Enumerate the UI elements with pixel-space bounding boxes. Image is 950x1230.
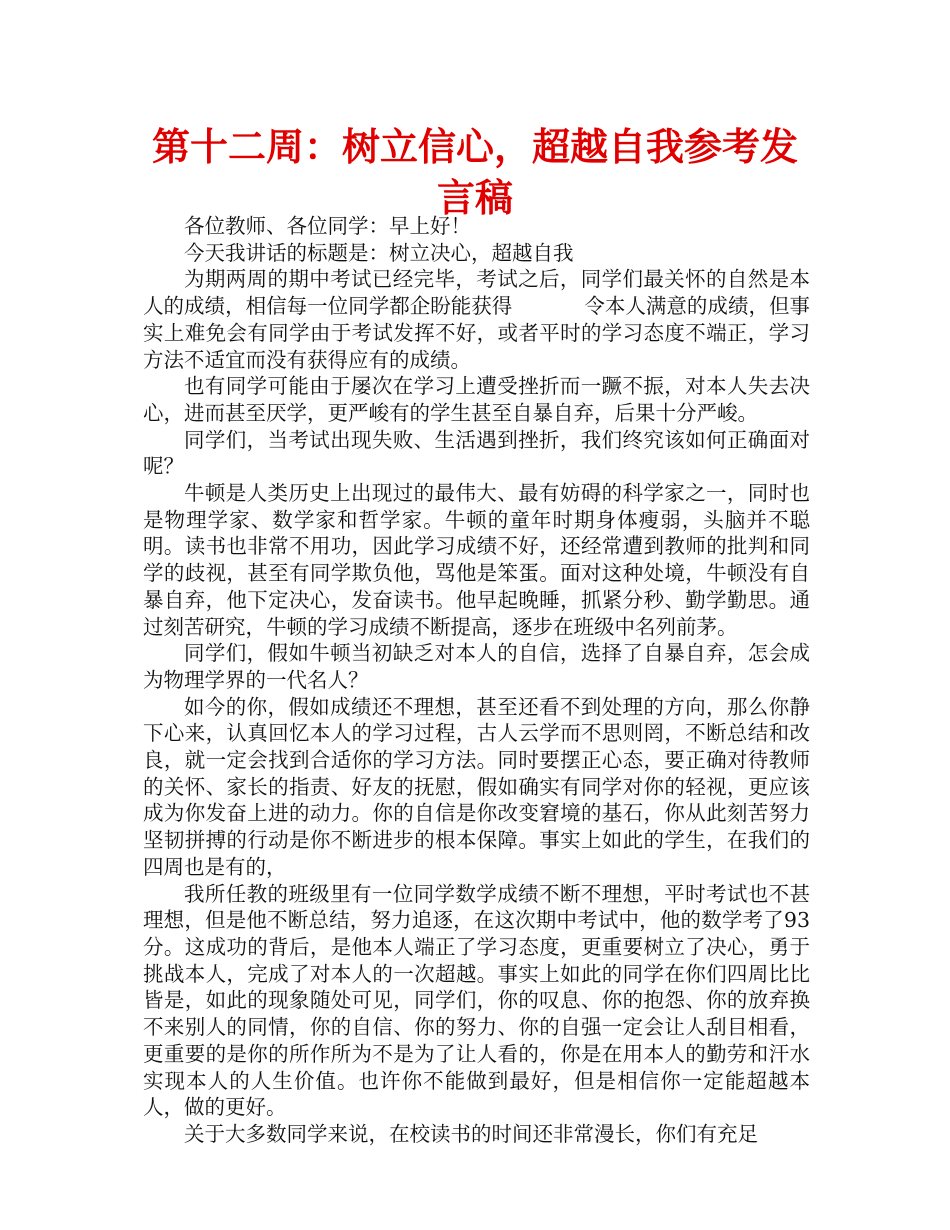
student-example-paragraph: 我所任教的班级里有一位同学数学成绩不断不理想，平时考试也不甚理想，但是他不断总结，努力追逐，在这次期中考试中，他的数学考了93分。这成功的背后，是他本人端正了学习态度，更重要树立了决心，勇于挑战本人，完成了对本人的一次超越。事实上如此的同学在你们四周比比皆是，如此的现象随处可见，同学们，你的叹息、你的抱怨、你的放弃换不来别人的同情，你的自信、你的努力、你的自强一定会让人刮目相看，更重要的是你的所作所为不是为了让人看的，你是在用本人的勤劳和汗水实现本人的人生价值。也许你不能做到最好，但是相信你一定能超越本人，做的更好。 (143, 881, 810, 1120)
greeting-paragraph: 各位教师、各位同学：早上好！ (184, 214, 471, 238)
closing-paragraph: 关于大多数同学来说，在校读书的时间还非常漫长，你们有充足 (184, 1121, 758, 1146)
advice-paragraph: 如今的你，假如成绩还不理想，甚至还看不到处理的方向，那么你静下心来，认真回忆本人的学习过程，古人云学而不思则罔，不断总结和改良，就一定会找到合适你的学习方法。同时要摆正心态，要正确对待教师的关怀、家长的指责、好友的抚慰，假如确实有同学对你的轻视，更应该成为你发奋上进的动力。你的自信是你改变窘境的基石，你从此刻苦努力坚韧拼搏的行动是你不断进步的根本保障。事实上如此的学生，在我们的四周也是有的， (143, 694, 810, 879)
document-body (143, 213, 810, 1148)
exam-paragraph (143, 266, 810, 373)
document-title: 第十二周：树立信心，超越自我参考发言稿 (151, 125, 798, 220)
topic-paragraph: 今天我讲话的标题是：树立决心，超越自我 (184, 240, 574, 265)
newton-question-paragraph: 同学们，假如牛顿当初缺乏对本人的自信，选择了自暴自弃，怎会成为物理学界的一代名人？ (143, 641, 810, 692)
question-paragraph: 同学们，当考试出现失败、生活遇到挫折，我们终究该如何正确面对呢？ (143, 427, 810, 479)
setback-paragraph: 也有同学可能由于屡次在学习上遭受挫折而一蹶不振，对本人失去决心，进而甚至厌学，更严峻有的学生甚至自暴自弃，后果十分严峻。 (143, 374, 810, 425)
newton-paragraph: 牛顿是人类历史上出现过的最伟大、最有妨碍的科学家之一，同时也是物理学家、数学家和哲学家。牛顿的童年时期身体瘦弱，头脑并不聪明。读书也非常不用功，因此学习成绩不好，还经常遭到教师的批判和同学的歧视，甚至有同学欺负他，骂他是笨蛋。面对这种处境，牛顿没有自暴自弃，他下定决心，发奋读书。他早起晚睡，抓紧分秒、勤学勤思。通过刻苦研究，牛顿的学习成绩不断提高，逐步在班级中名列前茅。 (143, 481, 810, 639)
exam-paragraph-part-1: 为期两周的期中考试已经完毕，考试之后，同学们最关怀的自然是本人的成绩，相信每一位同学都企盼能获得 (143, 267, 810, 319)
exam-paragraph-part-2: 令本人满意的成绩，但事实上难免会有同学由于考试发挥不好，或者平时的学习态度不端正，学习方法不适宜而没有获得应有的成绩。 (143, 294, 811, 372)
